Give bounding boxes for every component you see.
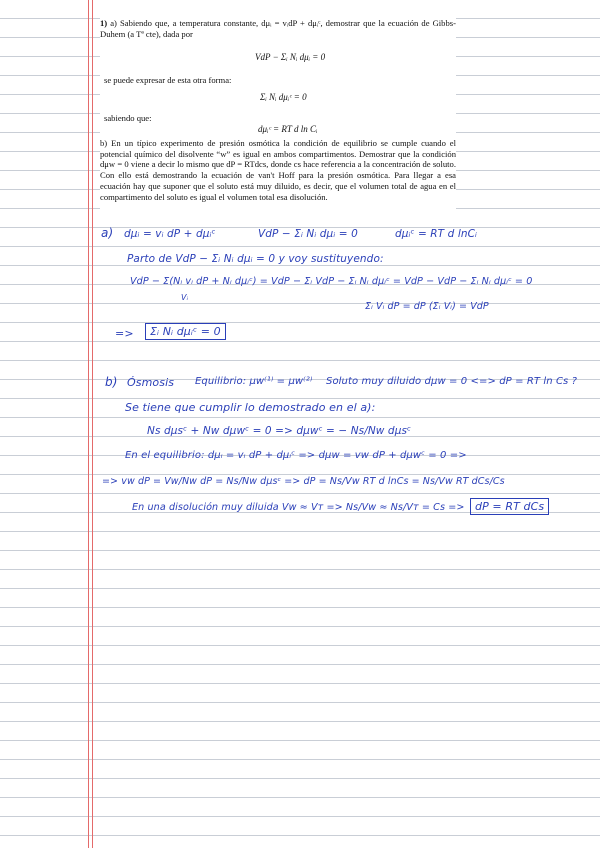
problem-number: 1) xyxy=(100,18,108,28)
equation-sum-zero: Σᵢ Nᵢ dμᵢᶜ = 0 xyxy=(260,92,307,102)
hw-b-line-2: Se tiene que cumplir lo demostrado en el a): xyxy=(125,401,376,414)
hw-a-eq-rt: dμᵢᶜ = RT d lnCᵢ xyxy=(395,228,478,240)
problem-text-2: se puede expresar de esta otra forma: xyxy=(104,75,232,85)
equation-chemical-potential: dμᵢᶜ = RT d ln Cᵢ xyxy=(258,124,318,134)
hw-a-eq-potential: dμᵢ = vᵢ dP + dμᵢᶜ xyxy=(124,228,216,240)
hw-b-label: b) xyxy=(105,375,118,389)
hw-b-line-5: => vw dP = Vw/Nw dP = Ns/Nw dμsᶜ => dP = Ns/Vw RT d lnCs = Ns/Vw RT dCs/Cs xyxy=(102,476,505,487)
hw-a-line-2: Parto de VdP − Σᵢ Nᵢ dμᵢ = 0 y voy sustituyendo: xyxy=(127,253,384,265)
hw-a-result-arrow: => xyxy=(115,327,134,340)
hw-a-line-3: VdP − Σ(Nᵢ vᵢ dP + Nᵢ dμᵢᶜ) = VdP − Σᵢ VdP − Σᵢ Nᵢ dμᵢᶜ = VdP − VdP − Σᵢ Nᵢ dμᵢᶜ = 0 xyxy=(130,276,533,287)
hw-a-line-3-underbrace: Vᵢ xyxy=(181,293,189,302)
problem-part-b-block xyxy=(100,138,456,222)
hw-a-eq-gibbs: VdP − Σᵢ Nᵢ dμᵢ = 0 xyxy=(258,228,358,240)
hw-b-equilibrium: Equilibrio: μw⁽¹⁾ = μw⁽²⁾ xyxy=(195,376,313,387)
hw-b-condition: Soluto muy diluido dμw = 0 <=> dP = RT ln Cs ? xyxy=(326,376,578,387)
hw-a-line-4: Σᵢ Vᵢ dP = dP (Σᵢ Vᵢ) = VdP xyxy=(365,301,489,312)
problem-part-b: b) En un típico experimento de presión osmótica la condición de equilibrio se cumple cuando el potencial químico del disolvente “w” es igual en ambos compartimentos. Demostrar que la condición dμw = 0 viene a decir lo mismo que dP = RTdcs, donde cs hace referencia a la concentración de soluto. Con ello está demostrando la ecuación de van't Hoff para la presión osmótica. Para llegar a esa ecuación hay que suponer que el soluto está muy diluido, es decir, que el volumen total de agua en el compartimento del soluto es igual el volumen total esa disolución. xyxy=(100,138,456,202)
equation-gibbs-duhem: VdP − Σᵢ Nᵢ dμᵢ = 0 xyxy=(255,52,326,62)
margin-line-left xyxy=(88,0,89,848)
hw-a-result-box: Σᵢ Nᵢ dμᵢᶜ = 0 xyxy=(145,323,226,340)
hw-b-result-box: dP = RT dCs xyxy=(470,498,549,515)
hw-b-line-3: Ns dμsᶜ + Nw dμwᶜ = 0 => dμwᶜ = − Ns/Nw dμsᶜ xyxy=(147,425,412,437)
hw-b-line-6: En una disolución muy diluida Vw ≈ Vт => Ns/Vw ≈ Ns/Vт = Cs => xyxy=(132,502,465,513)
problem-text-3: sabiendo que: xyxy=(104,113,152,123)
hw-b-line-4: En el equilibrio: dμᵢ = vᵢ dP + dμᵢᶜ => dμw = vw dP + dμwᶜ = 0 => xyxy=(125,450,467,461)
margin-line-right xyxy=(92,0,93,848)
problem-part-a: 1) a) Sabiendo que, a temperatura constante, dμᵢ = vᵢdP + dμᵢᶜ, demostrar que la ecuación de Gibbs-Duhem (a Tª cte), dada por xyxy=(100,18,456,39)
hw-a-label: a) xyxy=(101,226,114,240)
hw-b-title: Ósmosis xyxy=(127,376,175,389)
